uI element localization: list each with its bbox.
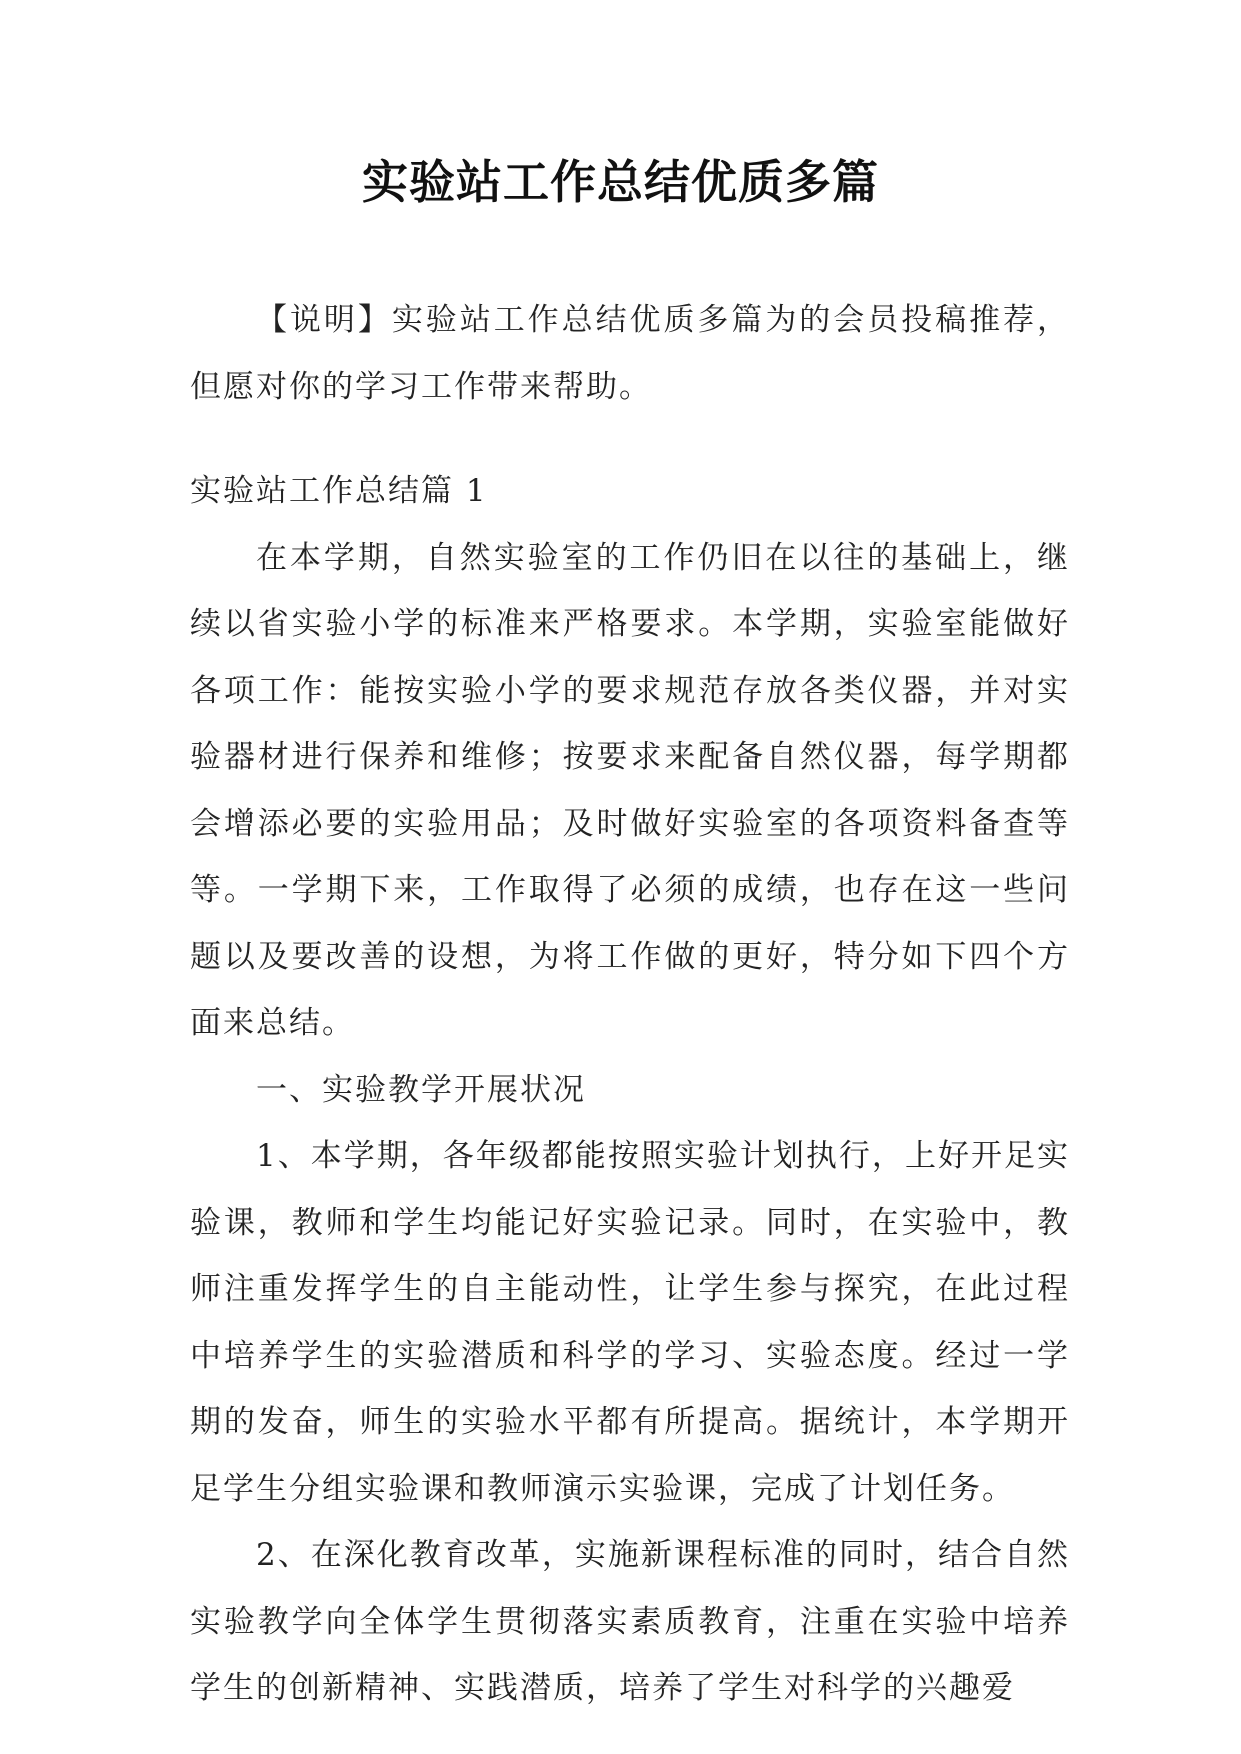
section-heading: 实验站工作总结篇 1 — [190, 473, 488, 509]
section-block — [190, 458, 1070, 1722]
intro-block — [190, 287, 1070, 420]
intro-paragraph: 【说明】实验站工作总结优质多篇为的会员投稿推荐，但愿对你的学习工作带来帮助。 — [190, 302, 1070, 405]
subsection-heading: 一、实验教学开展状况 — [256, 1071, 586, 1108]
body-paragraph: 在本学期，自然实验室的工作仍旧在以往的基础上，继续以省实验小学的标准来严格要求。本学期，实验室能做好各项工作：能按实验小学的要求规范存放各类仪器，并对实验器材进行保养和维修；按要求来配备自然仪器，每学期都会增添必要的实验用品；及时做好实验室的各项资料备查等等。一学期下来，工作取得了必须的成绩，也存在这一些问题以及要改善的设想，为将工作做的更好，特分如下四个方面来总结。 — [190, 539, 1070, 1041]
body-paragraph: 2、在深化教育改革，实施新课程标准的同时，结合自然实验教学向全体学生贯彻落实素质教育，注重在实验中培养学生的创新精神、实践潜质，培养了学生对科学的兴趣爱 — [190, 1537, 1070, 1706]
document-title: 实验站工作总结优质多篇 — [362, 155, 879, 209]
body-paragraph: 1、本学期，各年级都能按照实验计划执行，上好开足实验课，教师和学生均能记好实验记录。同时，在实验中，教师注重发挥学生的自主能动性，让学生参与探究，在此过程中培养学生的实验潜质和科学的学习、实验态度。经过一学期的发奋，师生的实验水平都有所提高。据统计，本学期开足学生分组实验课和教师演示实验课，完成了计划任务。 — [190, 1138, 1070, 1507]
